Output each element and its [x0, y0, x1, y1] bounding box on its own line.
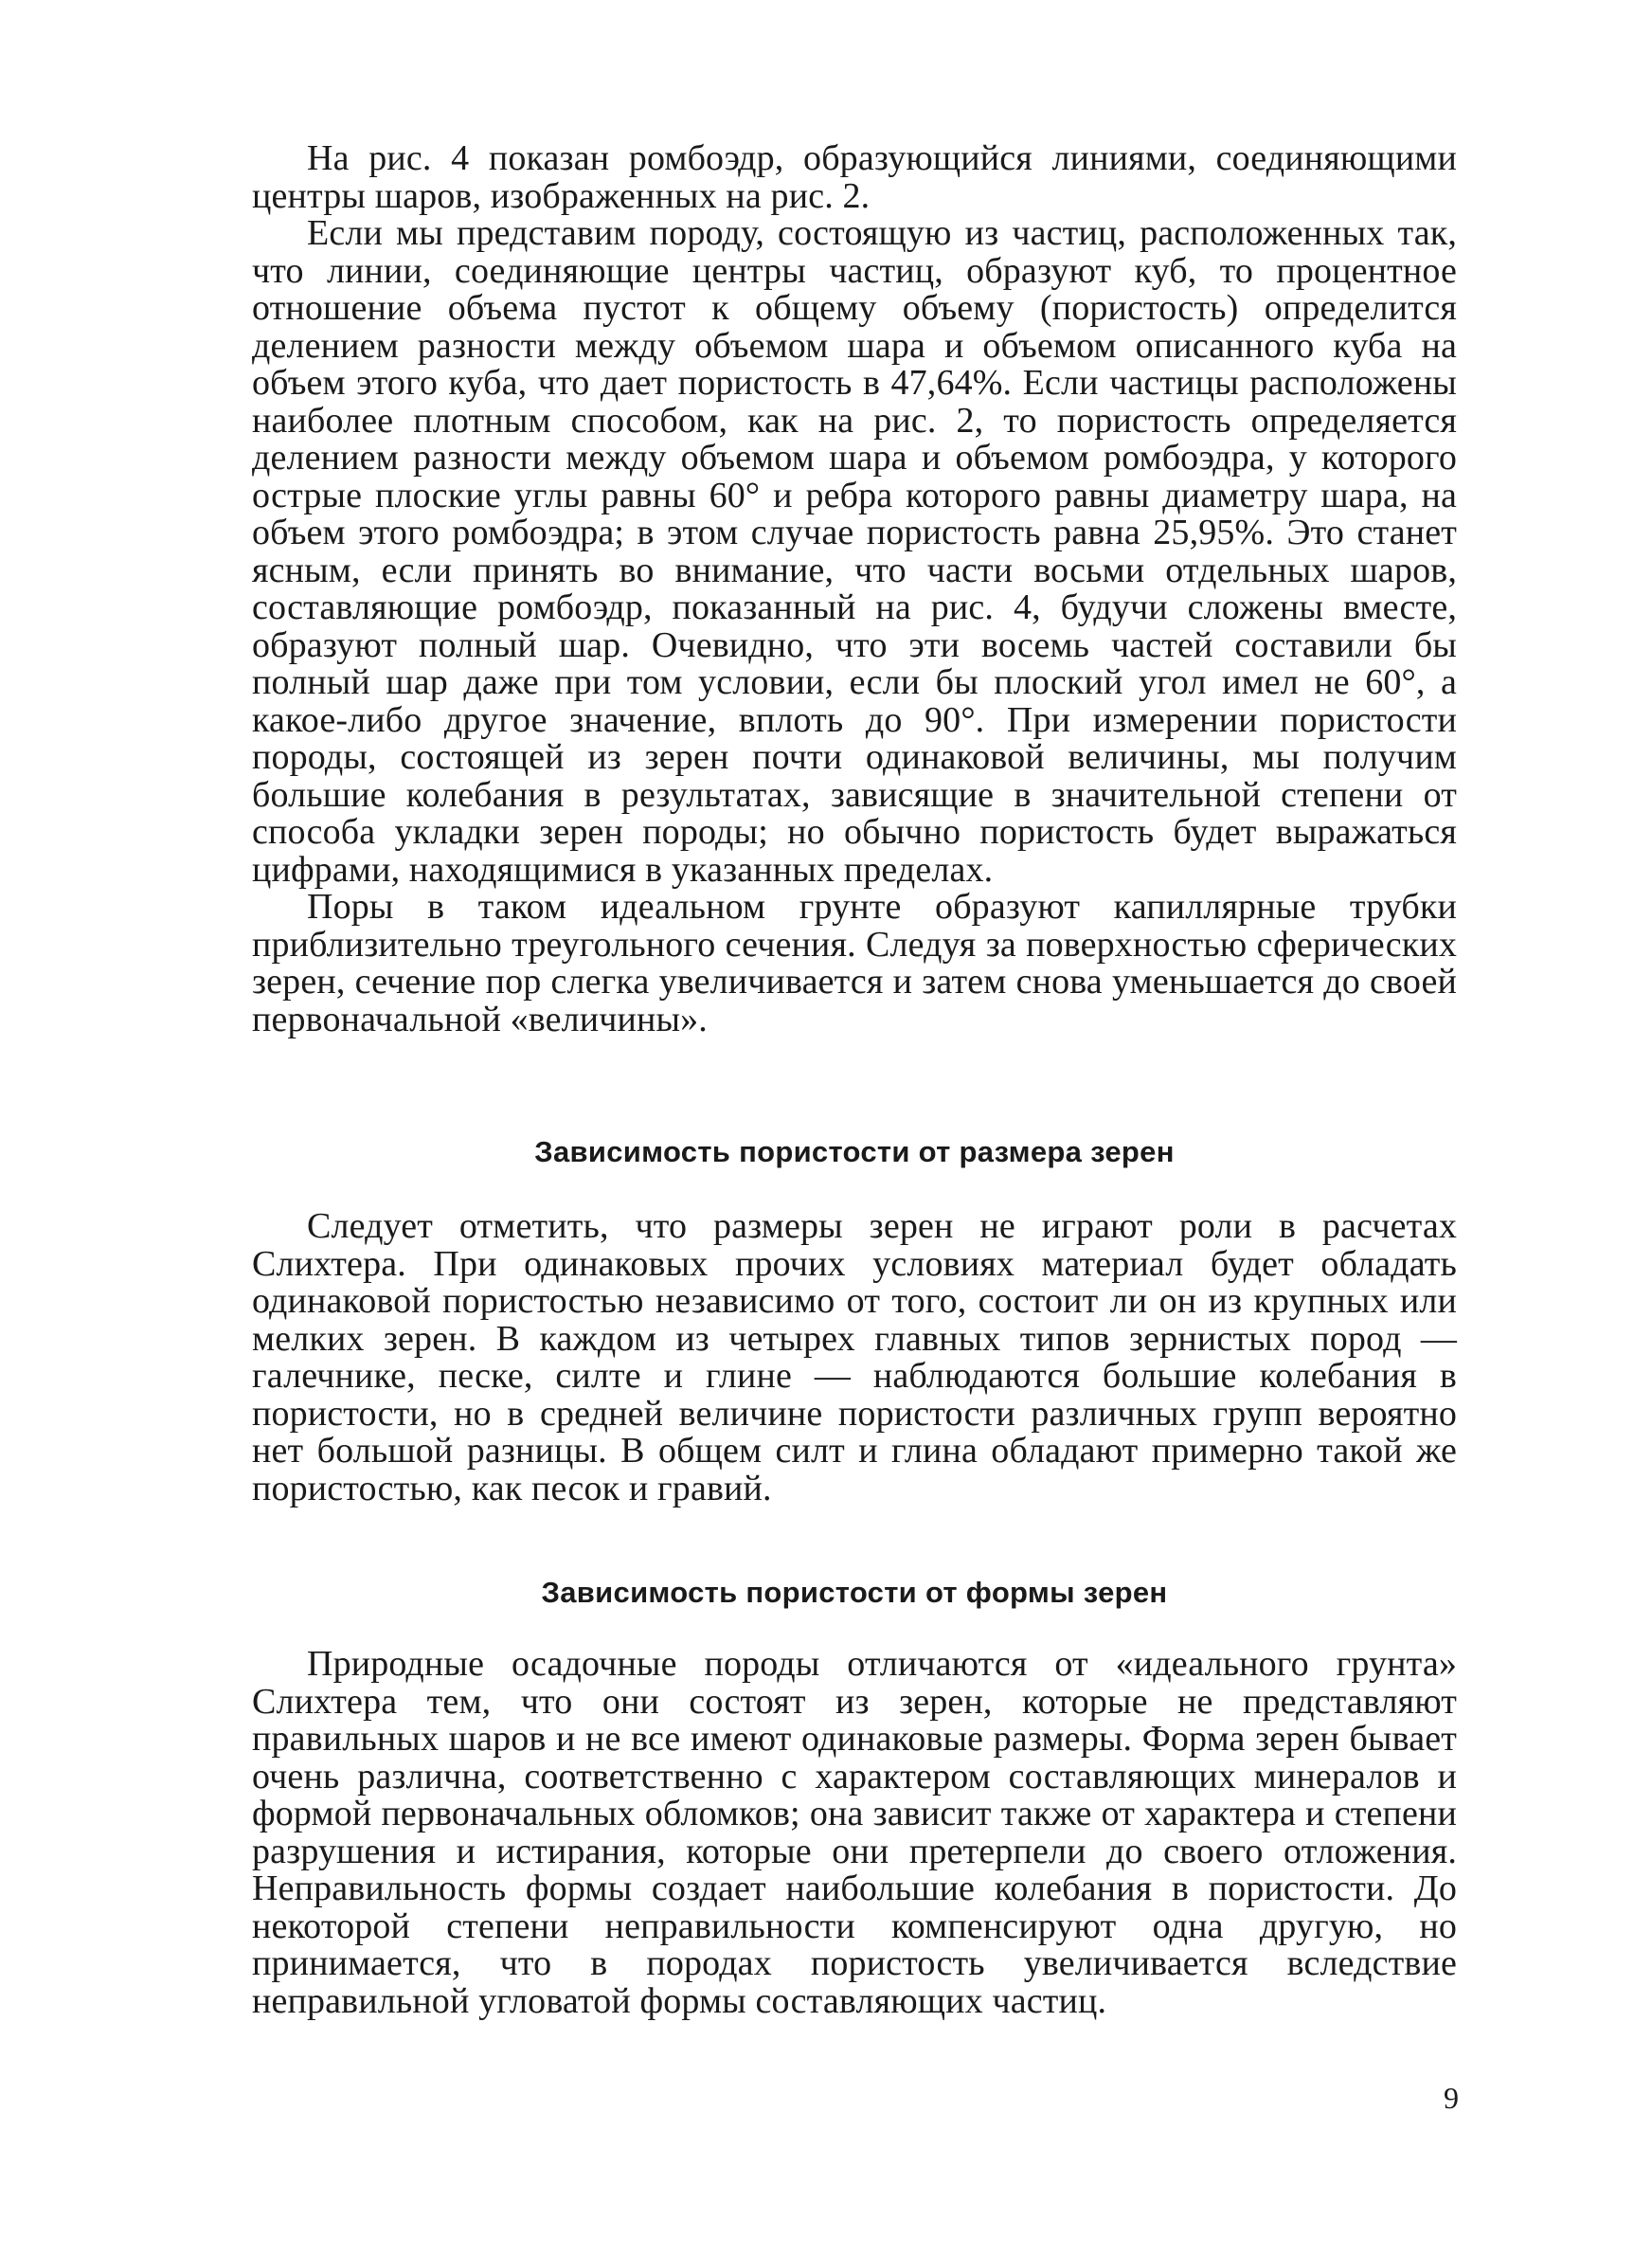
paragraph: Поры в таком идеальном грунте образуют капиллярные трубки приблизительно треугольного сечения. Следуя за поверхностью сферических зерен, сечение пор слегка увеличивается и затем снова уменьшается до своей первоначальной «величины».	[252, 887, 1457, 1039]
section-heading-grain-size: Зависимость пористости от размера зерен	[534, 1135, 1175, 1168]
paragraph: На рис. 4 показан ромбоэдр, образующийся линиями, соединяющими центры шаров, изображенных на рис. 2.	[252, 138, 1457, 216]
text-section-3	[252, 1646, 1457, 2020]
paragraph: Следует отметить, что размеры зерен не играют роли в расчетах Слихтера. При одинаковых прочих условиях материал будет обладать одинаковой пористостью независимо от того, состоит ли он из крупных или мелких зерен. В каждом из четырех главных типов зернистых пород — галечнике, песке, силте и глине — наблюдаются большие колебания в пористости, но в средней величине пористости различных групп вероятно нет большой разницы. В общем силт и глина обладают примерно такой же пористостью, как песок и гравий.	[252, 1206, 1457, 1508]
paragraph: Если мы представим породу, состоящую из частиц, расположенных так, что линии, соединяющие центры частиц, образуют куб, то процентное отношение объема пустот к общему объему (пористость) определится делением разности между объемом шара и объемом описанного куба на объем этого куба, что дает пористость в 47,64%. Если частицы расположены наиболее плотным способом, как на рис. 2, то пористость определяется делением разности между объемом шара и объемом ромбоэдра, у которого острые плоские углы равны 60° и ребра которого равны диаметру шара, на объем этого ромбоэдра; в этом случае пористость равна 25,95%. Это станет ясным, если принять во внимание, что части восьми отдельных шаров, составляющие ромбоэдр, показанный на рис. 4, будучи сложены вместе, образуют полный шар. Очевидно, что эти восемь частей составили бы полный шар даже при том условии, если бы плоский угол имел не 60°, а какое-либо другое значение, вплоть до 90°. При измерении пористости породы, состоящей из зерен почти одинаковой величины, мы получим большие колебания в результатах, зависящие в значительной степени от способа укладки зерен породы; но обычно пористость будет выражаться цифрами, находящимися в указанных пределах.	[252, 213, 1457, 890]
text-section-2	[252, 1208, 1457, 1508]
page-number: 9	[1444, 2081, 1459, 2115]
text-section-1	[252, 140, 1457, 1038]
section-heading-grain-shape: Зависимость пористости от формы зерен	[541, 1576, 1168, 1609]
paragraph: Природные осадочные породы отличаются от «идеального грунта» Слихтера тем, что они состоят из зерен, которые не представляют правильных шаров и не все имеют одинаковые размеры. Форма зерен бывает очень различна, соответственно с характером составляющих минералов и формой первоначальных обломков; она зависит также от характера и степени разрушения и истирания, которые они претерпели до своего отложения. Неправильность формы создает наибольшие колебания в пористости. До некоторой степени неправильности компенсируют одна другую, но принимается, что в породах пористость увеличивается вследствие неправильной угловатой формы составляющих частиц.	[252, 1644, 1457, 2021]
